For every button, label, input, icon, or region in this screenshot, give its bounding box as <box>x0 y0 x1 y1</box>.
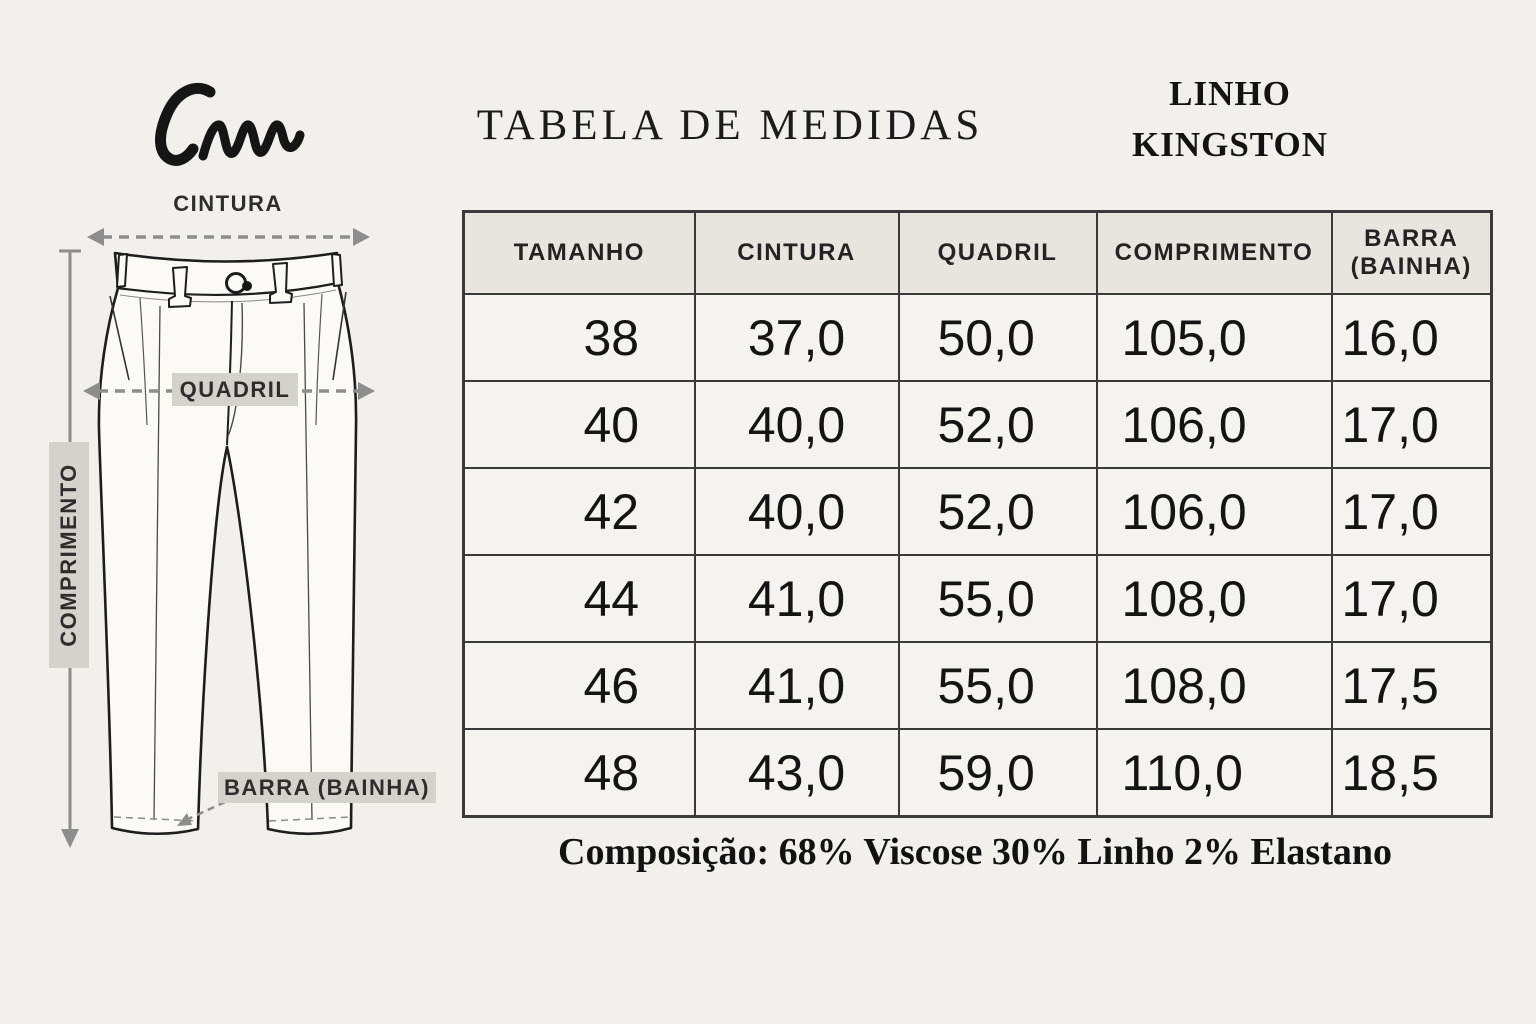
comprimento-label: COMPRIMENTO <box>49 442 89 668</box>
table-cell: 110,0 <box>1097 729 1332 817</box>
table-row <box>464 642 1492 729</box>
table-cell: 106,0 <box>1097 468 1332 555</box>
table-cell: 46 <box>464 642 695 729</box>
column-header: COMPRIMENTO <box>1097 212 1332 295</box>
cintura-label: CINTURA <box>173 191 283 216</box>
table-cell: 59,0 <box>899 729 1097 817</box>
table-cell: 17,0 <box>1332 555 1492 642</box>
table-row <box>464 294 1492 381</box>
column-header: QUADRIL <box>899 212 1097 295</box>
table-row <box>464 729 1492 817</box>
table-cell: 42 <box>464 468 695 555</box>
table-cell: 40,0 <box>695 468 899 555</box>
table-cell: 40 <box>464 381 695 468</box>
table-cell: 52,0 <box>899 468 1097 555</box>
table-cell: 17,0 <box>1332 468 1492 555</box>
table-cell: 52,0 <box>899 381 1097 468</box>
table-cell: 43,0 <box>695 729 899 817</box>
table-cell: 48 <box>464 729 695 817</box>
table-row <box>464 555 1492 642</box>
belt-loop <box>332 254 342 286</box>
button-icon <box>242 281 252 291</box>
table-cell: 18,5 <box>1332 729 1492 817</box>
table-cell: 41,0 <box>695 555 899 642</box>
table-cell: 16,0 <box>1332 294 1492 381</box>
product-name <box>1090 68 1370 170</box>
column-header: TAMANHO <box>464 212 695 295</box>
table-cell: 50,0 <box>899 294 1097 381</box>
table-cell: 38 <box>464 294 695 381</box>
size-table <box>462 210 1493 818</box>
cintura-arrow <box>87 228 370 246</box>
table-row <box>464 381 1492 468</box>
table-cell: 44 <box>464 555 695 642</box>
table-cell: 37,0 <box>695 294 899 381</box>
barra-label: BARRA (BAINHA) <box>218 772 436 803</box>
table-cell: 105,0 <box>1097 294 1332 381</box>
table-cell: 17,0 <box>1332 381 1492 468</box>
table-cell: 17,5 <box>1332 642 1492 729</box>
quadril-label: QUADRIL <box>172 373 298 406</box>
table-cell: 41,0 <box>695 642 899 729</box>
table-cell: 106,0 <box>1097 381 1332 468</box>
page-title: TABELA DE MEDIDAS <box>476 102 984 149</box>
size-table-body <box>464 294 1492 817</box>
table-cell: 55,0 <box>899 555 1097 642</box>
table-row <box>464 468 1492 555</box>
table-cell: 40,0 <box>695 381 899 468</box>
button-icon <box>227 274 246 293</box>
size-table-head-row <box>464 212 1492 295</box>
brand-logo-cm-icon <box>150 80 325 175</box>
table-cell: 55,0 <box>899 642 1097 729</box>
belt-loop <box>117 254 127 287</box>
product-name-line2: KINGSTON <box>1131 125 1329 164</box>
table-cell: 108,0 <box>1097 642 1332 729</box>
pants-outline <box>99 253 356 834</box>
table-cell: 108,0 <box>1097 555 1332 642</box>
column-header: CINTURA <box>695 212 899 295</box>
product-name-line1: LINHO <box>1169 74 1291 113</box>
composition-text: Composição: 68% Viscose 30% Linho 2% Elastano <box>558 831 1392 873</box>
column-header: BARRA (BAINHA) <box>1332 212 1492 295</box>
